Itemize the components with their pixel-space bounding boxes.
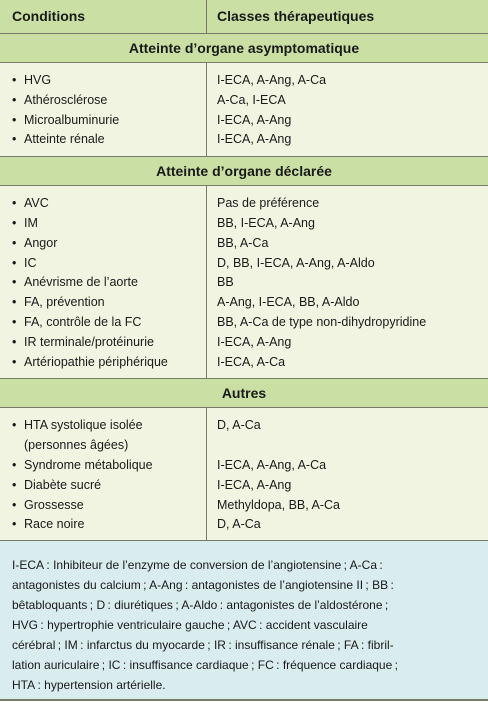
therapy-item: I-ECA, A-Ang: [217, 334, 292, 349]
therapy-item: BB, A-Ca: [217, 235, 269, 250]
condition-label: IC: [24, 255, 37, 270]
conditions-column: [0, 63, 206, 156]
bullet-icon: •: [12, 418, 17, 433]
therapy-item: D, A-Ca: [217, 517, 261, 532]
table-sections: [0, 34, 488, 542]
conditions-column: [0, 408, 206, 541]
legend-line: cérébral ; IM : infarctus du myocarde ; IR : insuffisance rénale ; FA : fibril-: [12, 638, 394, 652]
condition-label: Grossesse: [24, 497, 84, 512]
condition-item: [12, 71, 206, 91]
condition-label: HTA systolique isolée: [24, 418, 143, 433]
legend-line: bêtabloquants ; D : diurétiques ; A-Aldo : antagonistes de l’aldostérone ;: [12, 598, 389, 612]
abbreviations-legend: [0, 540, 488, 701]
condition-item: [12, 254, 206, 274]
condition-item: [12, 333, 206, 353]
section-title: Atteinte d’organe déclarée: [0, 157, 488, 186]
therapy-item: Pas de préférence: [217, 196, 320, 211]
bullet-icon: •: [12, 275, 17, 290]
condition-item: [12, 111, 206, 131]
section-title: Atteinte d’organe asymptomatique: [0, 34, 488, 63]
condition-label: Angor: [24, 235, 58, 250]
bullet-icon: •: [12, 215, 17, 230]
bullet-icon: •: [12, 314, 17, 329]
condition-item: [12, 476, 206, 496]
bullet-icon: •: [12, 112, 17, 127]
condition-continuation: (personnes âgées): [24, 438, 129, 453]
therapy-item: D, BB, I-ECA, A-Ang, A-Aldo: [217, 255, 375, 270]
condition-item: [12, 353, 206, 373]
condition-item: [12, 130, 206, 150]
legend-line: HTA : hypertension artérielle.: [12, 678, 166, 692]
section-body: [0, 63, 488, 157]
bullet-icon: •: [12, 255, 17, 270]
condition-item: [12, 91, 206, 111]
therapy-column: [206, 63, 488, 156]
therapy-column: [206, 186, 488, 378]
section-title: Autres: [0, 379, 488, 408]
bullet-icon: •: [12, 132, 17, 147]
legend-line: antagonistes du calcium ; A-Ang : antagonistes de l’angiotensine II ; BB :: [12, 578, 394, 592]
condition-label: Microalbuminurie: [24, 112, 120, 127]
condition-label: Atteinte rénale: [24, 132, 105, 147]
therapy-item: BB, I-ECA, A-Ang: [217, 215, 315, 230]
condition-label: Artériopathie périphérique: [24, 354, 168, 369]
condition-item: [12, 456, 206, 476]
condition-item: [12, 234, 206, 254]
bullet-icon: •: [12, 517, 17, 532]
therapy-item: I-ECA, A-Ang: [217, 132, 292, 147]
therapy-item: I-ECA, A-Ang, A-Ca: [217, 73, 327, 87]
bullet-icon: •: [12, 354, 17, 369]
bullet-icon: •: [12, 477, 17, 492]
condition-item: [12, 194, 206, 214]
section-body: [0, 186, 488, 379]
therapy-spacer: [217, 436, 488, 456]
condition-item: [12, 515, 206, 535]
condition-item: [12, 416, 206, 436]
bullet-icon: •: [12, 497, 17, 512]
condition-item: [12, 293, 206, 313]
condition-label: Anévrisme de l’aorte: [24, 275, 138, 290]
bullet-icon: •: [12, 73, 17, 87]
condition-label: Diabète sucré: [24, 477, 102, 492]
condition-label: Syndrome métabolique: [24, 457, 153, 472]
therapy-item: D, A-Ca: [217, 418, 261, 433]
legend-line: I-ECA : Inhibiteur de l’enzyme de conversion de l’angiotensine ; A-Ca :: [12, 558, 383, 572]
bullet-icon: •: [12, 235, 17, 250]
condition-label: IM: [24, 215, 38, 230]
therapy-item: Methyldopa, BB, A-Ca: [217, 497, 340, 512]
therapy-column: [206, 408, 488, 541]
bullet-icon: •: [12, 92, 17, 107]
therapy-item: A-Ang, I-ECA, BB, A-Aldo: [217, 295, 360, 310]
header-therapeutic-classes: Classes thérapeutiques: [206, 0, 488, 33]
condition-label: FA, contrôle de la FC: [24, 314, 142, 329]
condition-item: [12, 214, 206, 234]
condition-label: Athérosclérose: [24, 92, 108, 107]
conditions-column: [0, 186, 206, 378]
condition-label: IR terminale/protéinurie: [24, 334, 154, 349]
therapy-item: I-ECA, A-Ang: [217, 477, 292, 492]
section-body: [0, 408, 488, 542]
condition-label: HVG: [24, 73, 52, 87]
condition-label: Race noire: [24, 517, 85, 532]
table-header: [0, 0, 488, 34]
therapy-item: I-ECA, A-Ca: [217, 354, 286, 369]
bullet-icon: •: [12, 457, 17, 472]
bullet-icon: •: [12, 196, 17, 211]
bullet-icon: •: [12, 334, 17, 349]
condition-item: [12, 313, 206, 333]
condition-item: [12, 273, 206, 293]
therapy-item: I-ECA, A-Ang: [217, 112, 292, 127]
condition-label: AVC: [24, 196, 49, 211]
therapy-item: I-ECA, A-Ang, A-Ca: [217, 457, 327, 472]
condition-item: [12, 496, 206, 516]
legend-line: lation auriculaire ; IC : insuffisance cardiaque ; FC : fréquence cardiaque ;: [12, 658, 398, 672]
bullet-icon: •: [12, 295, 17, 310]
therapy-item: BB, A-Ca de type non-dihydropyridine: [217, 314, 427, 329]
therapy-item: A-Ca, I-ECA: [217, 92, 286, 107]
condition-label: FA, prévention: [24, 295, 105, 310]
header-conditions: Conditions: [12, 8, 86, 24]
legend-line: HVG : hypertrophie ventriculaire gauche ; AVC : accident vasculaire: [12, 618, 368, 632]
therapy-item: BB: [217, 275, 234, 290]
